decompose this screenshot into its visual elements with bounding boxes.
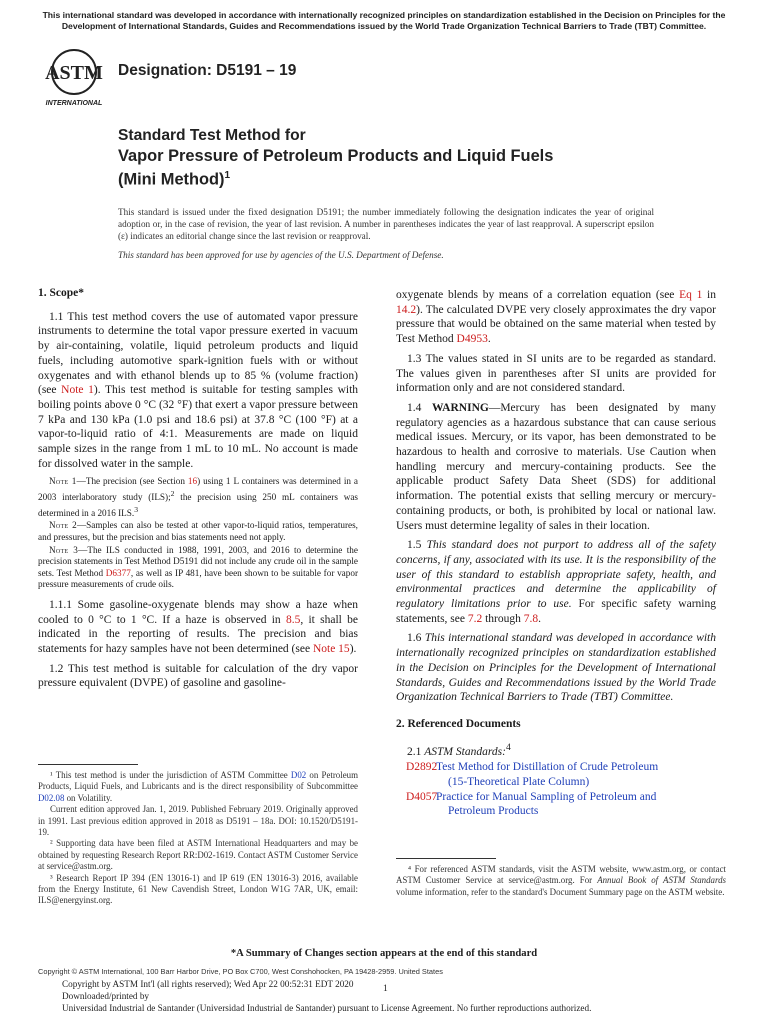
link-8-5[interactable]: 8.5: [285, 613, 301, 626]
logo-subtext: INTERNATIONAL: [45, 100, 103, 107]
page-number: 1: [383, 984, 388, 994]
link-d02[interactable]: D02: [290, 770, 307, 780]
footnote-2: ² Supporting data have been filed at ASTM International Headquarters and may be obtained by requesting Research Report RR:D02-1619. Contact ASTM Customer Service at service@astm.org.: [38, 838, 358, 872]
logo-text: ASTM: [45, 62, 103, 84]
footnote-rule: [38, 764, 138, 765]
intro-block: [118, 206, 654, 267]
copyright-line: Copyright © ASTM International, 100 Barr Harbor Drive, PO Box C700, West Conshohocken, PA 19428-2959. United States: [38, 967, 443, 976]
title-line-1: Standard Test Method for: [118, 127, 306, 144]
footnotes-left: [38, 770, 358, 907]
para-1-6: 1.6 This international standard was developed in accordance with internationally recognized principles on standardization established in the Decision on Principles for the Development of International Standards, Guides and Recommendations issued by the World Trade Organization Technical Barriers to Trade (TBT) Committee.: [396, 632, 717, 704]
astm-logo: [38, 48, 110, 108]
reference-item[interactable]: [396, 760, 716, 789]
note-3: Note 3—The ILS conducted in 1988, 1991, 2003, and 2016 to determine the precision statements in Test Method D5191 did not include any crude oil in the sample sets. Test Method D6377, as well as IP 481, have been shown to be suitable for vapor pressure measurements of crude oils.: [38, 544, 359, 590]
link-d02-08[interactable]: D02.08: [38, 792, 65, 803]
left-column: [38, 286, 358, 696]
note-1: Note 1—The precision (see Section 16) using 1 L containers was determined in a 2003 interlaboratory study (ILS);$^2$ the precision using 250 mL containers was determined in a 2016 ILS.$^3$: [38, 476, 358, 518]
reference-code[interactable]: D2892: [406, 761, 438, 774]
top-notice: This international standard was developed in accordance with internationally recognized principles on standardization established in the Decision on Principles for the Development of International Standards, Guides and Recommendations issued by the World Trade Organization Technical Barriers to Trade (TBT) Committee.: [42, 10, 726, 31]
footnote-1-edition: Current edition approved Jan. 1, 2019. Published February 2019. Originally approved in 1991. Last previous edition approved in 2018 as D5191 – 18a. DOI: 10.1520/D5191-19.: [38, 804, 358, 838]
document-title: [118, 126, 678, 189]
footnote-4: ⁴ For referenced ASTM standards, visit the ASTM website, www.astm.org, or contact ASTM Customer Service at service@astm.org. For Annual Book of ASTM Standards volume information, refer to the standard's Document Summary page on the ASTM website.: [396, 864, 726, 897]
para-1-2-cont: oxygenate blends by means of a correlation equation (see Eq 1 in 14.2). The calculated DVPE very closely approximates the dry vapor pressure that would be obtained on the same material when tested by Test Method D4953.: [396, 289, 716, 346]
link-eq-1[interactable]: Eq 1: [679, 289, 703, 301]
link-7-2[interactable]: 7.2: [467, 612, 483, 625]
reference-title[interactable]: Test Method for Distillation of Crude Petroleum (15-Theoretical Plate Column): [436, 761, 659, 788]
link-section-16[interactable]: 16: [187, 476, 198, 487]
para-1-1-1: 1.1.1 Some gasoline-oxygenate blends may show a haze when cooled to 0 °C to 1 °C. If a haze is observed in 8.5, it shall be indicated in the reporting of results. The precision and bias statements for hazy samples have not been determined (see Note 15).: [38, 598, 359, 656]
scope-heading: 1. Scope*: [38, 287, 84, 299]
para-2-1: 2.1 ASTM Standards:$^4$: [407, 741, 511, 758]
summary-of-changes-note: *A Summary of Changes section appears at the end of this standard: [230, 948, 538, 959]
para-1-4: 1.4 WARNING—Mercury has been designated by many regulatory agencies as a hazardous substance that can cause serious medical issues. Mercury, or its vapor, has been demonstrated to be hazardous to health and corrosive to materials. Use Caution when handling mercury and mercury-containing products. See the applicable product Safety Data Sheet (SDS) for additional information. The potential exists that selling mercury or mercury-containing products, or both, is prohibited by local or national law. Users must determine legality of sales in their location.: [396, 401, 717, 532]
intro-dod-approval: This standard has been approved for use by agencies of the U.S. Department of Defense.: [118, 249, 444, 260]
para-1-1: 1.1 This test method covers the use of automated vapor pressure instruments to determine the total vapor pressure exerted in vacuum by air-containing, volatile, liquid petroleum products and liquid fuels, including automotive spark-ignition fuels with or without oxygenates and with ethanol blends up to 85 % (volume fraction) (see Note 1). This test method is suitable for testing samples with boiling points above 0 °C (32 °F) that exert a vapor pressure between 7 kPa and 130 kPa (1.0 psi and 18.6 psi) at 37.8 °C (100 °F) at a vapor-to-liquid ratio of 4:1. Measurements are made on liquid sample sizes in the range from 1 mL to 10 mL. No account is made for dissolved water in the sample.: [38, 310, 359, 470]
link-d4953[interactable]: D4953: [456, 333, 488, 346]
footnote-3: ³ Research Report IP 394 (EN 13016-1) and IP 619 (EN 13016-3) 2016, available from the Energy Institute, 61 New Cavendish Street, London W1G 7AR, UK, email: ILS@energyinst.org.: [38, 872, 358, 906]
designation: Designation: D5191 – 19: [118, 62, 297, 79]
note-2: Note 2—Samples can also be tested at other vapor-to-liquid ratios, temperatures, and pressures, but the precision and bias statements need not apply.: [38, 520, 358, 542]
link-note-15[interactable]: Note 15: [312, 643, 350, 656]
license-notice: Copyright by ASTM Int'l (all rights reserved); Wed Apr 22 00:52:31 EDT 2020 Downloaded/printed by Universidad Industrial de Santander (Universidad Industrial de Santander) pursuant to License Agreement. No further reproductions authorized.: [62, 979, 592, 1014]
intro-paragraph: This standard is issued under the fixed designation D5191; the number immediately following the designation indicates the year of original adoption or, in the case of revision, the year of last revision. A number in parentheses indicates the year of last reapproval. A superscript epsilon (ε) indicates an editorial change since the last revision or reapproval.: [118, 207, 654, 242]
footnote-1: ¹ This test method is under the jurisdiction of ASTM Committee D02 on Petroleum Products, Liquid Fuels, and Lubricants and is the direct responsibility of Subcommittee D02.08 on Volatility.: [38, 770, 358, 803]
para-1-5: 1.5 This standard does not purport to address all of the safety concerns, if any, associated with its use. It is the responsibility of the user of this standard to establish appropriate safety, health, and environmental practices and determine the applicability of regulatory limitations prior to use. For specific safety warning statements, see 7.2 through 7.8.: [396, 539, 717, 625]
title-line-3: (Mini Method)$^1$: [118, 170, 231, 189]
reference-title[interactable]: Practice for Manual Sampling of Petroleum and Petroleum Products: [436, 790, 657, 818]
para-1-3: 1.3 The values stated in SI units are to be regarded as standard. The values given in parentheses after SI units are provided for information only and are not considered standard.: [396, 352, 716, 395]
title-line-2: Vapor Pressure of Petroleum Products and Liquid Fuels: [118, 147, 554, 165]
reference-item[interactable]: [396, 790, 716, 819]
right-column: [396, 288, 716, 819]
link-7-8[interactable]: 7.8: [523, 612, 539, 625]
reference-code[interactable]: D4057: [406, 790, 438, 803]
para-1-2: 1.2 This test method is suitable for calculation of the dry vapor pressure equivalent (DVPE) of gasoline and gasoline-: [38, 662, 358, 690]
link-d6377[interactable]: D6377: [105, 567, 131, 578]
footnote-rule-right: [396, 858, 496, 859]
link-14-2[interactable]: 14.2: [396, 303, 417, 316]
referenced-documents-heading: 2. Referenced Documents: [396, 717, 521, 730]
link-note-1[interactable]: Note 1: [61, 384, 94, 397]
